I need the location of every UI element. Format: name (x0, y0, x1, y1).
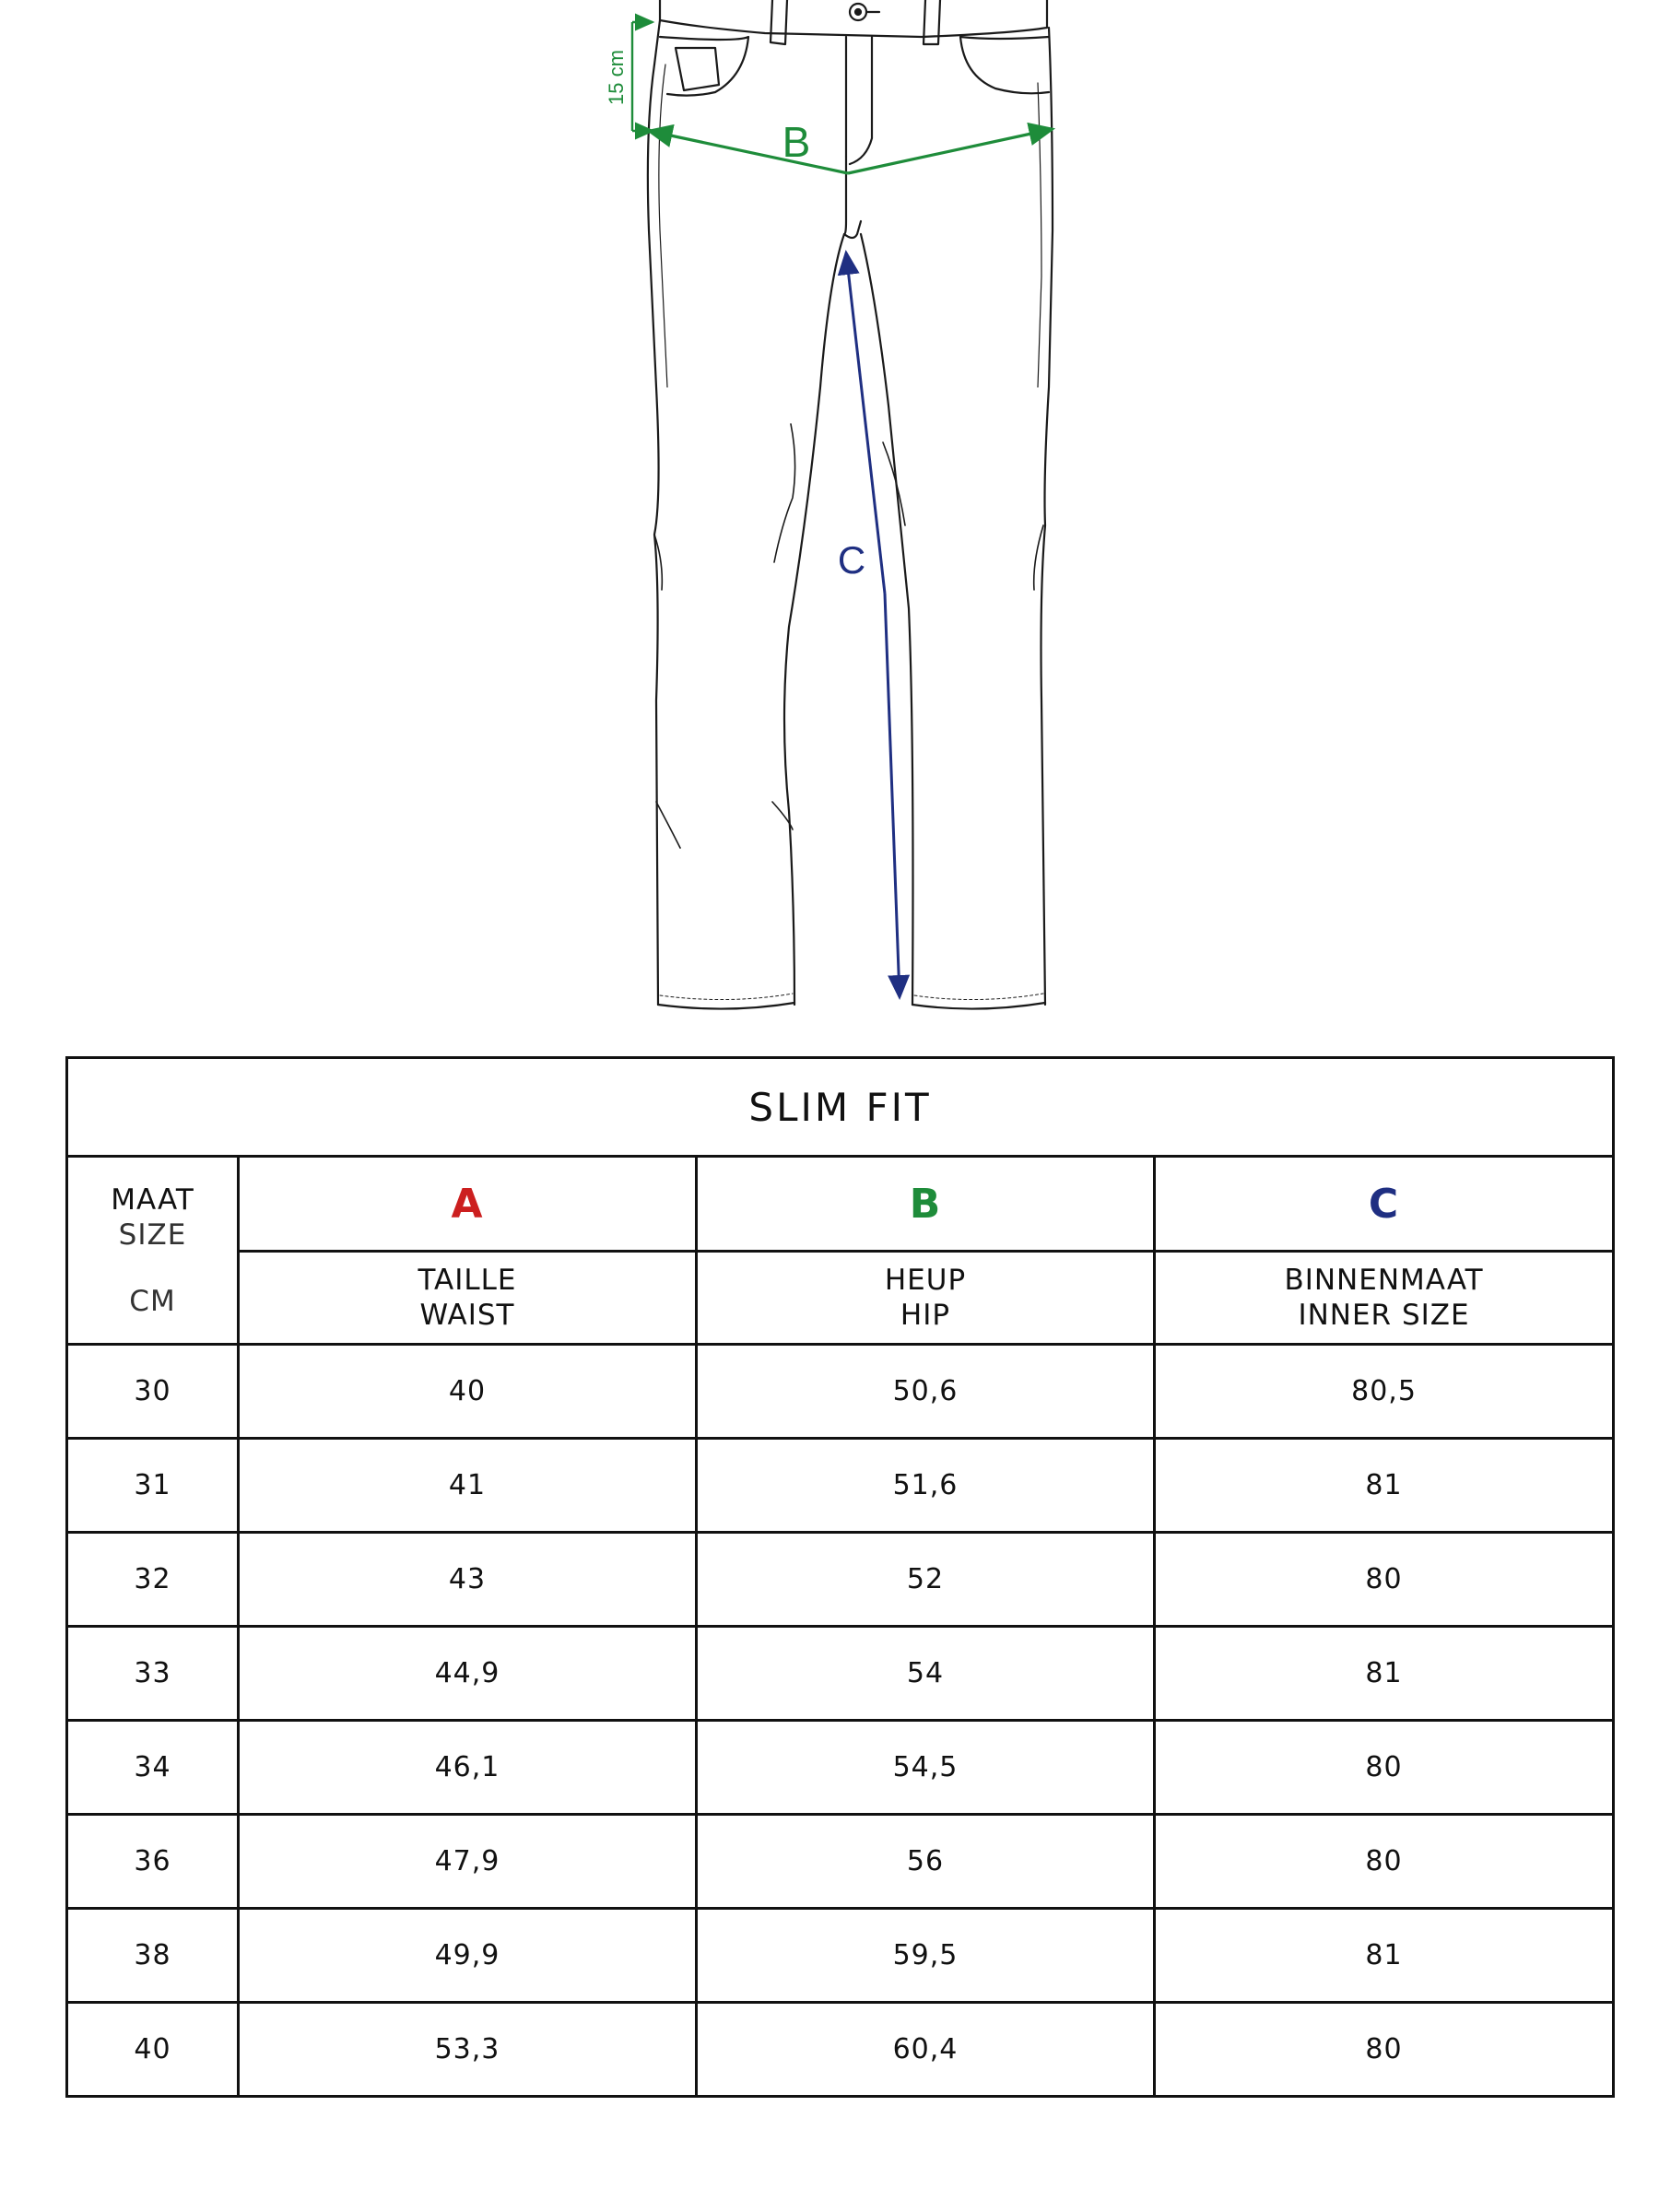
crotch (844, 157, 861, 238)
size-header-unit: CM (129, 1284, 176, 1318)
inner-size-cell: 80 (1155, 1721, 1614, 1815)
table-title: SLIM FIT (67, 1058, 1614, 1157)
table-row (67, 2003, 1614, 2097)
table-row (67, 1345, 1614, 1439)
inner-size-cell: 80 (1155, 1815, 1614, 1909)
jeans-measurement-diagram (0, 0, 1659, 1032)
hip-cell: 50,6 (697, 1345, 1155, 1439)
size-header (67, 1157, 239, 1345)
hip-cell: 54 (697, 1627, 1155, 1721)
belt-loop-left (771, 0, 787, 44)
hip-label: B (782, 118, 811, 166)
size-cell: 31 (67, 1439, 239, 1533)
size-cell: 40 (67, 2003, 239, 2097)
table-row (67, 1533, 1614, 1627)
size-chart-table (65, 1056, 1615, 2098)
column-label-inner-size-nl: BINNENMAAT (1284, 1264, 1484, 1297)
table-row (67, 1627, 1614, 1721)
column-label-waist-en: WAIST (419, 1299, 515, 1332)
size-header-maat: MAAT (111, 1182, 194, 1217)
inner-size-cell: 80 (1155, 2003, 1614, 2097)
right-hem (912, 1003, 1045, 1009)
size-cell: 36 (67, 1815, 239, 1909)
waist-cell: 53,3 (239, 2003, 697, 2097)
size-cell: 33 (67, 1627, 239, 1721)
size-cell: 34 (67, 1721, 239, 1815)
hip-cell: 52 (697, 1533, 1155, 1627)
hip-cell: 56 (697, 1815, 1155, 1909)
column-label-hip (697, 1252, 1155, 1345)
size-header-size: SIZE (118, 1218, 187, 1252)
column-label-inner-size-en: INNER SIZE (1298, 1299, 1470, 1332)
waist-cell: 49,9 (239, 1909, 697, 2003)
column-label-hip-en: HIP (900, 1299, 951, 1332)
hip-measure (649, 129, 1053, 173)
waist-cell: 40 (239, 1345, 697, 1439)
column-letter-b: B (697, 1157, 1155, 1252)
table-row (67, 1909, 1614, 2003)
jeans-outline (648, 0, 1053, 1009)
inner-size-cell: 81 (1155, 1909, 1614, 2003)
left-leg-inner (784, 234, 844, 1005)
column-label-hip-nl: HEUP (884, 1264, 967, 1297)
hip-cell: 60,4 (697, 2003, 1155, 2097)
table-row (67, 1815, 1614, 1909)
waist-cell: 41 (239, 1439, 697, 1533)
pocket-left (676, 48, 719, 90)
column-letter-a: A (239, 1157, 697, 1252)
inner-size-cell: 81 (1155, 1439, 1614, 1533)
hip-cell: 51,6 (697, 1439, 1155, 1533)
column-label-waist (239, 1252, 697, 1345)
column-letter-c: C (1155, 1157, 1614, 1252)
size-cell: 30 (67, 1345, 239, 1439)
left-hem (658, 1003, 794, 1009)
fly (846, 37, 872, 164)
right-leg-outer (1041, 28, 1053, 1005)
waist-cell: 44,9 (239, 1627, 697, 1721)
size-cell: 32 (67, 1533, 239, 1627)
letter-row (67, 1157, 1614, 1252)
inner-size-cell: 80 (1155, 1533, 1614, 1627)
hip-cell: 59,5 (697, 1909, 1155, 2003)
column-label-inner-size (1155, 1252, 1614, 1345)
inner-size-cell: 81 (1155, 1627, 1614, 1721)
waist-cell: 43 (239, 1533, 697, 1627)
table-row (67, 1721, 1614, 1815)
size-cell: 38 (67, 1909, 239, 2003)
waist-cell: 47,9 (239, 1815, 697, 1909)
inner-size-label: C (837, 538, 866, 582)
inner-size-measure (846, 253, 900, 997)
hip-cell: 54,5 (697, 1721, 1155, 1815)
offset-label: 15 cm (605, 50, 628, 105)
table-row (67, 1439, 1614, 1533)
waist-cell: 46,1 (239, 1721, 697, 1815)
inner-size-cell: 80,5 (1155, 1345, 1614, 1439)
pocket-right (960, 37, 1049, 93)
label-row (67, 1252, 1614, 1345)
table-title-row (67, 1058, 1614, 1157)
left-leg-outer (648, 65, 659, 1005)
column-label-waist-nl: TAILLE (418, 1264, 517, 1297)
